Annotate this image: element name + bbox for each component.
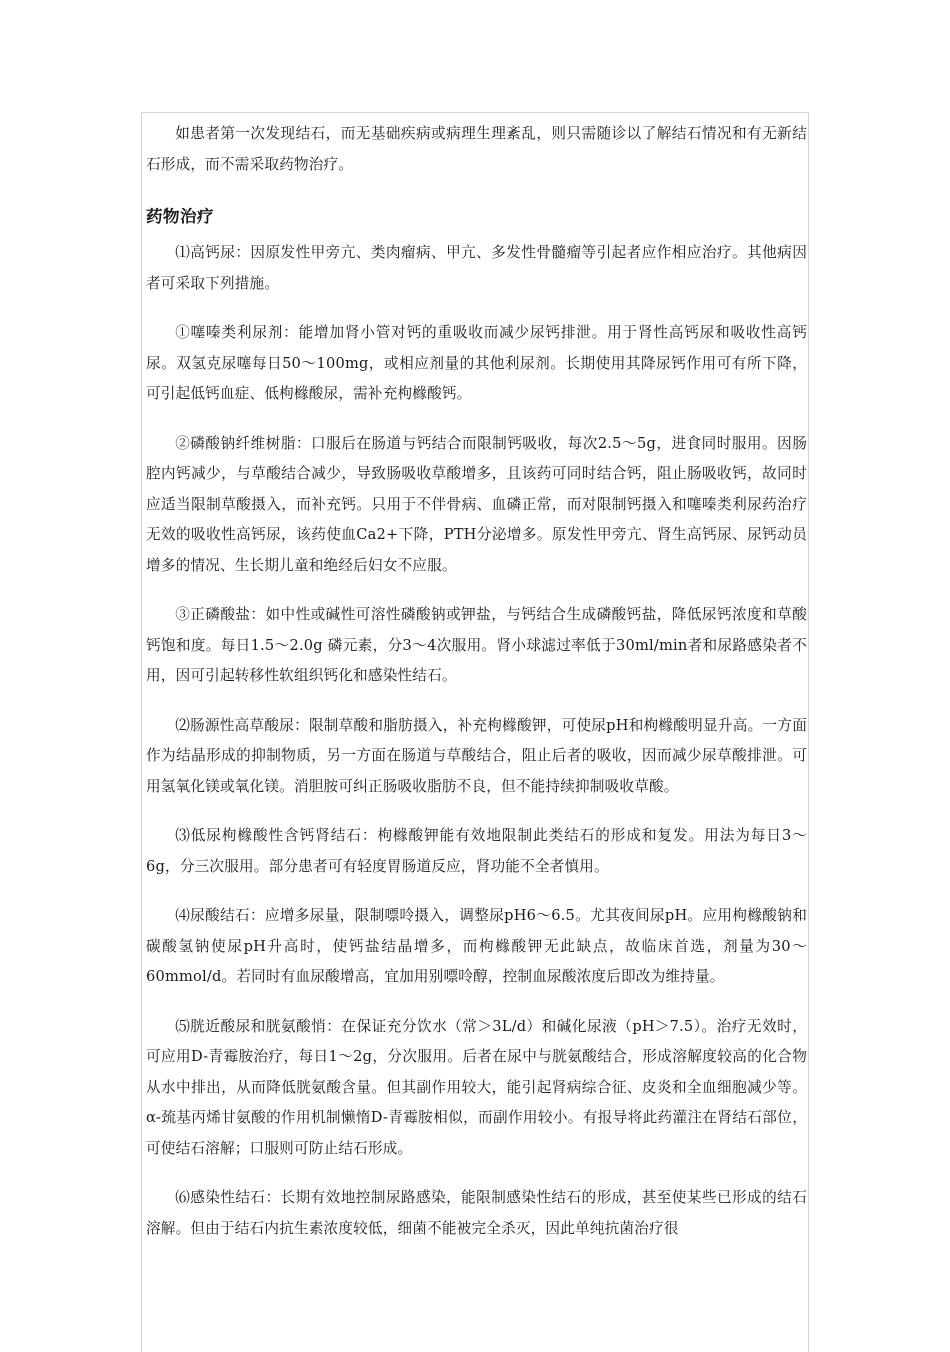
document-body bbox=[146, 119, 807, 1244]
intro-paragraph: 如患者第一次发现结石，而无基础疾病或病理生理紊乱，则只需随诊以了解结石情况和有无新结石形成，而不需采取药物治疗。 bbox=[146, 125, 807, 173]
paragraph-thiazide: ①噻嗪类利尿剂：能增加肾小管对钙的重吸收而减少尿钙排泄。用于肾性高钙尿和吸收性高钙尿。双氢克尿噻每日50～100mg，或相应剂量的其他利尿剂。长期使用其降尿钙作用可有所下降，可引起低钙血症、低枸橼酸尿，需补充枸橼酸钙。 bbox=[146, 324, 807, 402]
paragraph-hypocitraturia: ⑶低尿枸橼酸性含钙肾结石：枸橼酸钾能有效地限制此类结石的形成和复发。用法为每日3～6g，分三次服用。部分患者可有轻度胃肠道反应，肾功能不全者慎用。 bbox=[146, 827, 807, 875]
paragraph-enteric-hyperoxaluria: ⑵肠源性高草酸尿：限制草酸和脂肪摄入，补充枸橼酸钾，可使尿pH和枸橼酸明显升高。一方面作为结晶形成的抑制物质，另一方面在肠道与草酸结合，阻止后者的吸收，因而减少尿草酸排泄。可用氢氧化镁或氧化镁。消胆胺可纠正肠吸收脂肪不良，但不能持续抑制吸收草酸。 bbox=[146, 716, 807, 795]
paragraph-uric-acid: ⑷尿酸结石：应增多尿量，限制嘌呤摄入，调整尿pH6～6.5。尤其夜间尿pH。应用枸橼酸钠和碳酸氢钠使尿pH升高时，使钙盐结晶增多，而枸橼酸钾无此缺点，故临床首选，剂量为30～60mmol/d。若同时有血尿酸增高，宜加用别嘌呤醇，控制血尿酸浓度后即改为维持量。 bbox=[146, 907, 807, 985]
paragraph-cystinuria: ⑸胱近酸尿和胱氨酸悄：在保证充分饮水（常＞3L/d）和碱化尿液（pH＞7.5）。治疗无效时，可应用D-青霉胺治疗，每日1～2g，分次服用。后者在尿中与胱氨酸结合，形成溶解度较高的化合物从水中排出，从而降低胱氨酸含量。但其副作用较大，能引起肾病综合征、皮炎和全血细胞减少等。α-巯基丙烯甘氨酸的作用机制懒惰D-青霉胺相似，而副作用较小。有报导将此药灌注在肾结石部位，可使结石溶解；口服则可防止结石形成。 bbox=[146, 1017, 807, 1157]
paragraph-orthophosphate: ③正磷酸盐：如中性或碱性可溶性磷酸钠或钾盐，与钙结合生成磷酸钙盐，降低尿钙浓度和草酸钙饱和度。每日1.5～2.0g 磷元素，分3～4次服用。肾小球滤过率低于30ml/min者和尿路感染者不用，因可引起转移性软组织钙化和感染性结石。 bbox=[146, 606, 807, 684]
paragraph-phosphate-resin: ②磷酸钠纤维树脂：口服后在肠道与钙结合而限制钙吸收，每次2.5～5g，进食同时服用。因肠腔内钙减少，与草酸结合减少，导致肠吸收草酸增多，且该药可同时结合钙，阻止肠吸收钙，故同时应适当限制草酸摄入，而补充钙。只用于不伴骨病、血磷正常，而对限制钙摄入和噻嗪类利尿药治疗无效的吸收性高钙尿，该药使血Ca2+下降，PTH分泌增多。原发性甲旁亢、肾生高钙尿、尿钙动员增多的情况、生长期儿童和绝经后妇女不应服。 bbox=[146, 434, 807, 574]
paragraph-infection-stone: ⑹感染性结石：长期有效地控制尿路感染，能限制感染性结石的形成，甚至使某些已形成的结石溶解。但由于结石内抗生素浓度较低，细菌不能被完全杀灭，因此单纯抗菌治疗很 bbox=[146, 1189, 807, 1237]
paragraph-hypercalciuria: ⑴高钙尿：因原发性甲旁亢、类肉瘤病、甲亢、多发性骨髓瘤等引起者应作相应治疗。其他病因者可采取下列措施。 bbox=[146, 244, 807, 292]
section-heading: 药物治疗 bbox=[146, 207, 214, 226]
